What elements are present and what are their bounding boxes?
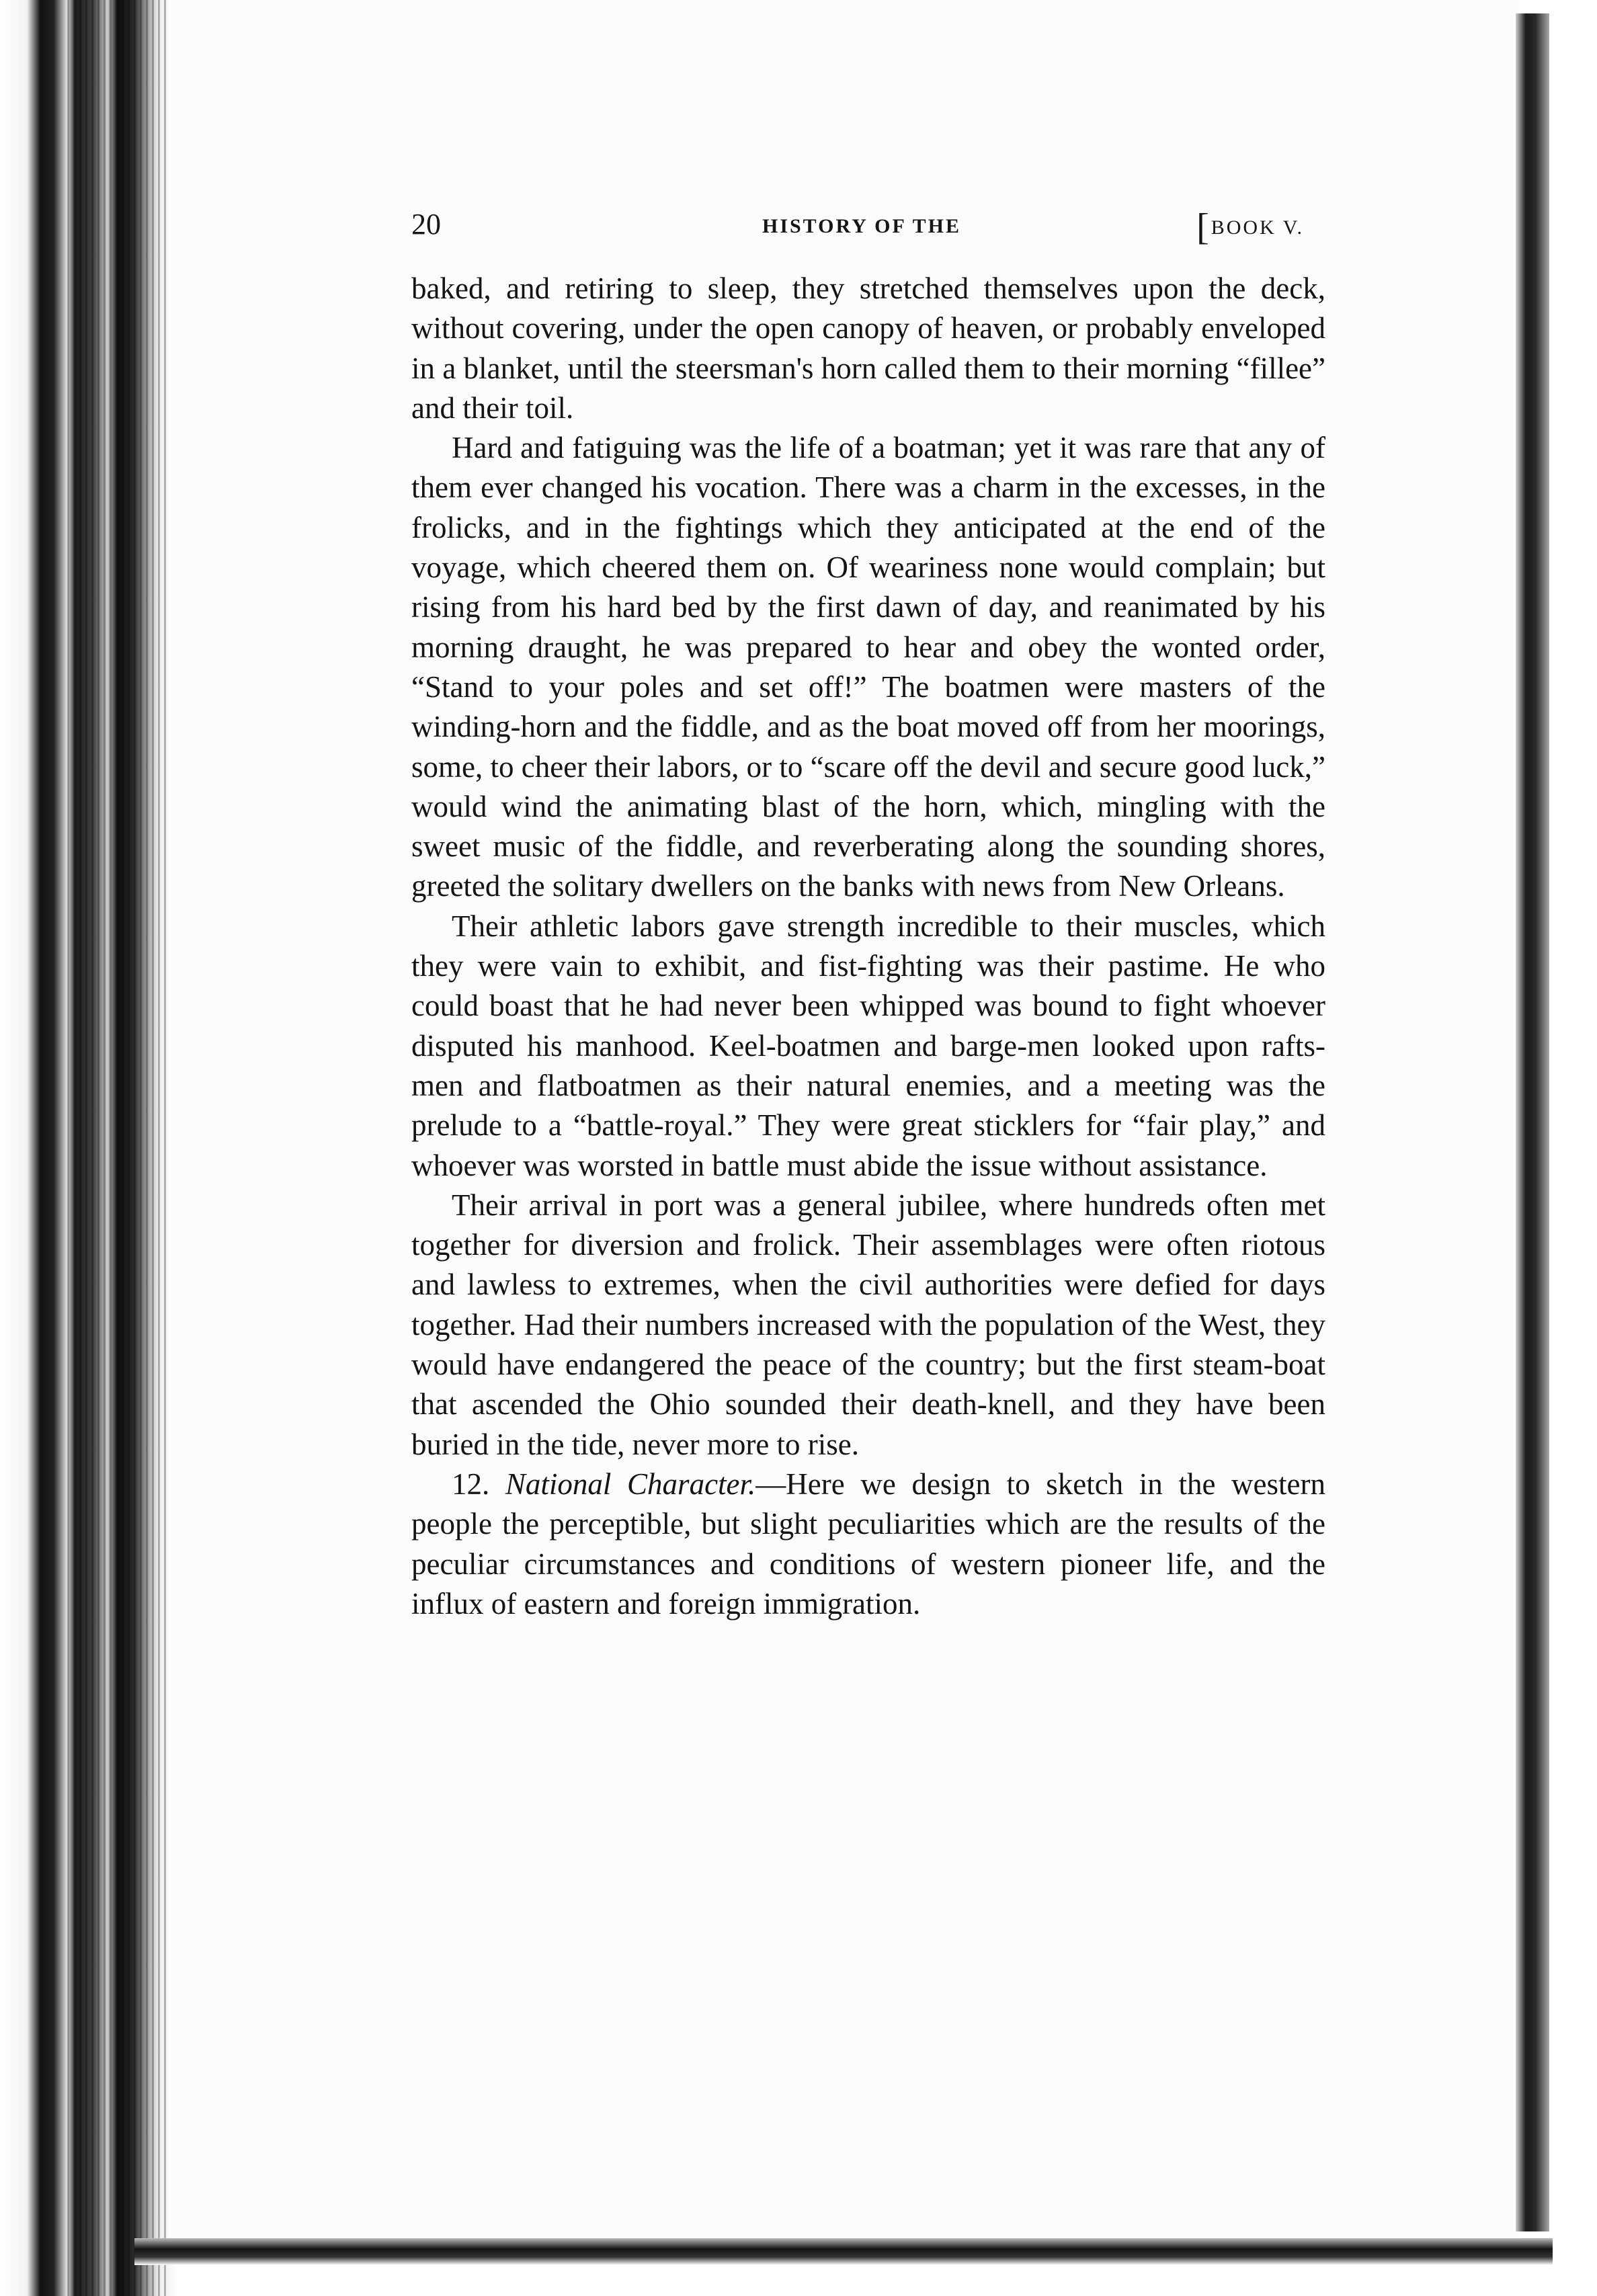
section-text: —Here we design to sketch in the western people the perceptible, but slight peculiarities which are the results of the peculiar circumstances and conditions of western pioneer life, and the influx of eastern and foreign immigration. bbox=[411, 1467, 1325, 1621]
page-number: 20 bbox=[411, 208, 441, 241]
section-number: 12. bbox=[452, 1467, 490, 1501]
running-header bbox=[411, 202, 1312, 255]
section-heading: National Character. bbox=[505, 1467, 756, 1501]
running-title: HISTORY OF THE bbox=[762, 215, 962, 237]
paragraph: Their arrival in port was a general jubilee, where hundreds often met together for diversion and frolick. Their assemblages were often riotous and lawless to extremes, when the civil authorities were defied for days together. Had their numbers increased with the population of the West, they would have endangered the peace of the country; but the first steam-boat that ascended the Ohio sounded their death-knell, and they have been buried in the tide, never more to rise. bbox=[411, 1188, 1325, 1461]
book-reference bbox=[1196, 206, 1304, 249]
bottom-page-edge bbox=[134, 2238, 1553, 2265]
paragraph: baked, and retiring to sleep, they stretched themselves upon the deck, without covering, under the open canopy of heaven, or probably enveloped in a blanket, until the steersman's horn called them to their morning “fillee” and their toil. bbox=[411, 272, 1325, 425]
book-reference-label: BOOK V. bbox=[1211, 216, 1304, 239]
book-reference-bracket: [ bbox=[1196, 206, 1211, 248]
right-page-edge bbox=[1516, 13, 1549, 2231]
section-paragraph bbox=[411, 1465, 1325, 1624]
page-edges bbox=[67, 0, 168, 2296]
body-text bbox=[411, 269, 1325, 1624]
paragraph: Hard and fatiguing was the life of a boatman; yet it was rare that any of them ever changed his vocation. There was a charm in the excesses, in the frolicks, and in the fightings which they anticipated at the end of the voyage, which cheered them on. Of weariness none would complain; but rising from his hard bed by the first dawn of day, and reanimated by his morning draught, he was prepared to hear and obey the wonted order, “Stand to your poles and set off!” The boatmen were masters of the winding-horn and the fiddle, and as the boat moved off from her moorings, some, to cheer their labors, or to “scare off the devil and secure good luck,” would wind the animating blast of the horn, which, mingling with the sweet music of the fiddle, and reverberating along the sounding shores, greeted the solitary dwellers on the banks with news from New Orleans. bbox=[411, 431, 1325, 903]
right-margin bbox=[1549, 0, 1597, 2296]
paragraph: Their athletic labors gave strength incredible to their muscles, which they were vain to exhibit, and fist-fighting was their pastime. He who could boast that he had never been whipped was bound to fight whoever disputed his manhood. Keel-boatmen and barge-men looked upon rafts-men and flatboatmen as their natural enemies, and a meeting was the prelude to a “battle-royal.” They were great sticklers for “fair play,” and whoever was worsted in battle must abide the issue without assistance. bbox=[411, 909, 1325, 1182]
